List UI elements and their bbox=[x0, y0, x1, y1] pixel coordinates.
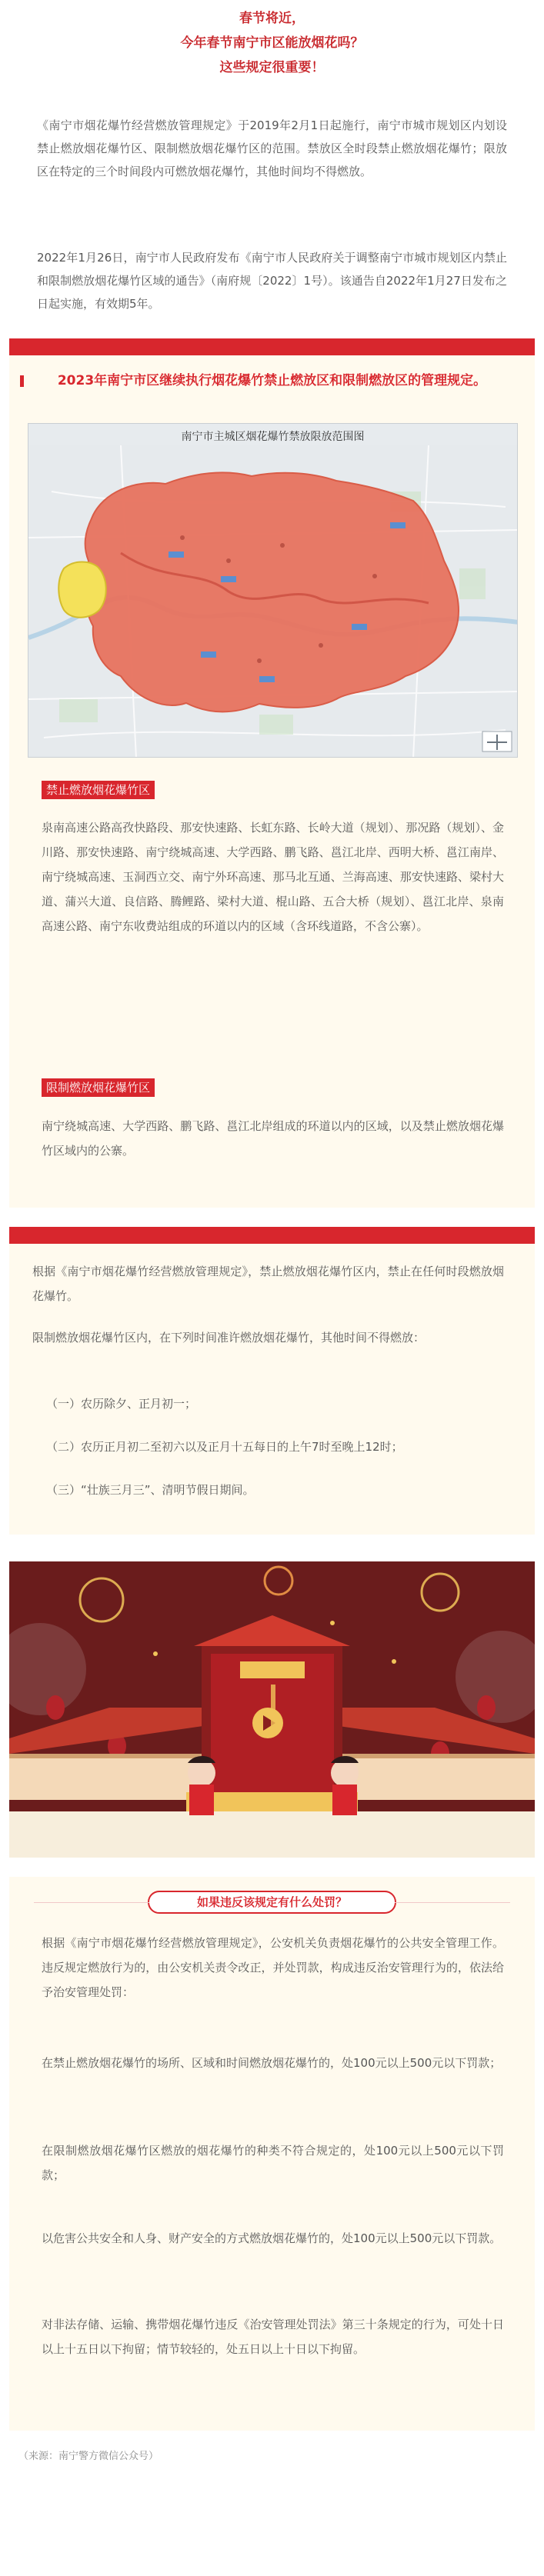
time-rules-card bbox=[9, 1227, 535, 1535]
time-rule-item-1: （一）农历除夕、正月初一； bbox=[46, 1397, 197, 1411]
map-title: 南宁市主城区烟花爆竹禁放限放范围图 bbox=[181, 431, 365, 443]
time-rule-item-3: （三）“壮族三月三”、清明节假日期间。 bbox=[46, 1483, 255, 1497]
penalty-paragraph-2: 在禁止燃放烟花爆竹的场所、区域和时间燃放烟花爆竹的，处100元以上500元以下罚款； bbox=[42, 2056, 502, 2070]
time-rule-item-2: （二）农历正月初二至初六以及正月十五每日的上午7时至晚上12时； bbox=[46, 1440, 403, 1454]
header-line-3: 这些规定很重要！ bbox=[219, 60, 325, 75]
zone-map-graphic bbox=[28, 445, 518, 758]
penalty-paragraph-5: 对非法存储、运输、携带烟花爆竹违反《治安管理处罚法》第三十条规定的行为，可处十日以上十五日以下拘留；情节较轻的，处五日以上十日以下拘留。 bbox=[42, 2318, 504, 2356]
limit-zone-tag: 限制燃放烟花爆竹区 bbox=[42, 1078, 155, 1097]
article-header bbox=[0, 6, 544, 80]
intro-paragraph-2: 2022年1月26日，南宁市人民政府发布《南宁市人民政府关于调整南宁市城市规划区内禁止和限制燃放烟花爆竹区域的通告》（南府规〔2022〕1号）。该通告自2022年1月27日发布之日起实施，有效期5年。 bbox=[37, 251, 507, 311]
header-line-1: 春节将近， bbox=[239, 11, 305, 26]
festival-illustration bbox=[9, 1561, 535, 1858]
ban-zone-tag: 禁止燃放烟花爆竹区 bbox=[42, 781, 155, 799]
penalty-paragraph-3: 在限制燃放烟花爆竹区燃放的烟花爆竹的种类不符合规定的，处100元以上500元以下罚款； bbox=[42, 2144, 504, 2182]
header-line-2: 今年春节南宁市区能放烟花吗？ bbox=[180, 35, 364, 51]
section-top-bar bbox=[9, 338, 535, 355]
penalty-paragraph-1: 根据《南宁市烟花爆竹经营燃放管理规定》，公安机关负责烟花爆竹的公共安全管理工作。违反规定燃放行为的，由公安机关责令改正，并处罚款，构成违反治安管理行为的，依法给予治安管理处罚： bbox=[42, 1936, 504, 1999]
ban-zone-area bbox=[85, 472, 459, 711]
penalty-card bbox=[9, 1877, 535, 2431]
limit-zone-area bbox=[58, 562, 106, 618]
time-rules-paragraph-2: 限制燃放烟花爆竹区内，在下列时间准许燃放烟花爆竹，其他时间不得燃放： bbox=[32, 1331, 426, 1345]
section-top-bar bbox=[9, 1227, 535, 1244]
penalty-paragraph-4: 以危害公共安全和人身、财产安全的方式燃放烟花爆竹的，处100元以上500元以下罚款。 bbox=[42, 2231, 502, 2245]
source-note: （来源：南宁警方微信公众号） bbox=[18, 2451, 159, 2462]
limit-zone-text: 南宁绕城高速、大学西路、鹏飞路、邕江北岸组成的环道以内的区域，以及禁止燃放烟花爆竹区域内的公寨。 bbox=[42, 1119, 504, 1158]
zones-section-title: 2023年南宁市区继续执行烟花爆竹禁止燃放区和限制燃放区的管理规定。 bbox=[29, 369, 515, 392]
ban-zone-text: 泉南高速公路高孜快路段、那安快速路、长虹东路、长岭大道（规划）、那况路（规划）、金川路、那安快速路、南宁绕城高速、大学西路、鹏飞路、邕江北岸、西明大桥、邕江南岸、南宁绕城高速、玉洞西立交、南宁外环高速、那马北互通、兰海高速、那安快速路、梁村大道、蒲兴大道、良信路、腾鲤路、梁村大道、棍山路、五合大桥（规划）、邕江北岸、泉南高速公路、南宁东收费站组成的环道以内的区域（含环线道路，不含公寨）。 bbox=[42, 821, 504, 933]
penalty-label: 如果违反该规定有什么处罚？ bbox=[148, 1891, 396, 1914]
intro-paragraph-1: 《南宁市烟花爆竹经营燃放管理规定》于2019年2月1日起施行，南宁市城市规划区内划设禁止燃放烟花爆竹区、限制燃放烟花爆竹区的范围。禁放区全时段禁止燃放烟花爆竹；限放区在特定的三个时间段内可燃放烟花爆竹，其他时间均不得燃放。 bbox=[37, 118, 507, 178]
zones-section-card bbox=[9, 338, 535, 1208]
time-rules-paragraph-1: 根据《南宁市烟花爆竹经营燃放管理规定》，禁止燃放烟花爆竹区内，禁止在任何时段燃放烟花爆竹。 bbox=[32, 1265, 504, 1303]
zone-map[interactable] bbox=[28, 423, 518, 758]
